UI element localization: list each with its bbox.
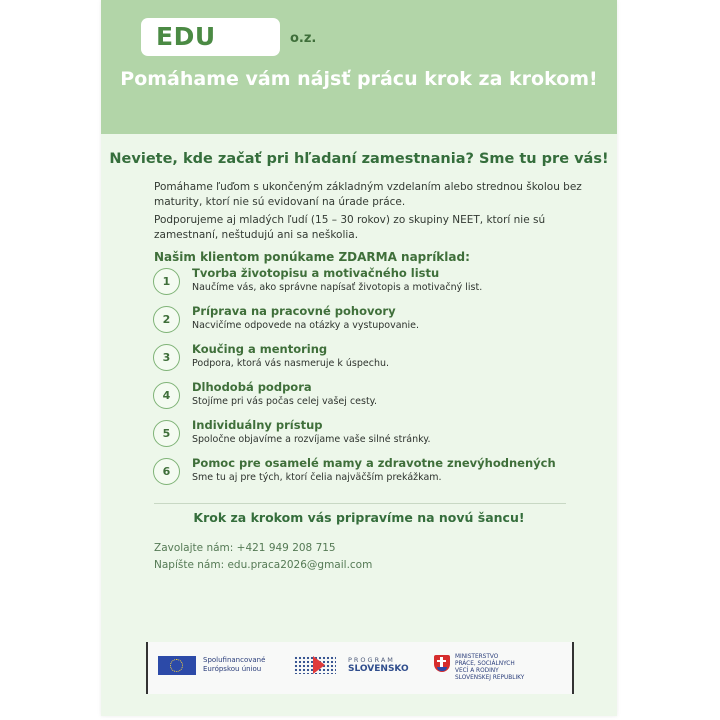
offer-item-desc: Naučíme vás, ako správne napísať životopis a motivačný list. bbox=[192, 282, 483, 293]
step-number-badge: 4 bbox=[153, 382, 180, 409]
tagline: Pomáhame vám nájsť prácu krok za krokom! bbox=[120, 68, 598, 90]
step-number-badge: 1 bbox=[153, 268, 180, 295]
lead-heading: Neviete, kde začať pri hľadaní zamestnania? Sme tu pre vás! bbox=[109, 151, 609, 167]
offer-item bbox=[153, 418, 573, 450]
offer-item-desc: Spoločne objavíme a rozvíjame vaše silné stránky. bbox=[192, 434, 431, 445]
intro-paragraph-2: Podporujeme aj mladých ľudí (15 – 30 rokov) zo skupiny NEET, ktorí nie sú zamestnaní, neštudujú ani sa neškolia. bbox=[154, 214, 546, 241]
contact-email: Napíšte nám: edu.praca2026@gmail.com bbox=[154, 559, 373, 571]
flyer-page bbox=[101, 0, 617, 716]
funding-logos-strip bbox=[146, 642, 574, 694]
header-banner bbox=[101, 0, 617, 134]
offer-item-title: Tvorba životopisu a motivačného listu bbox=[192, 266, 440, 280]
intro-paragraph-1: Pomáhame ľuďom s ukončeným základným vzdelaním alebo strednou školou bez maturity, ktorí nie sú evidovaní na úrade práce. bbox=[154, 181, 582, 208]
slovak-coat-of-arms-icon bbox=[434, 655, 450, 672]
eu-funding-text: Spolufinancované Európskou úniou bbox=[203, 656, 266, 673]
logo-text: EDU bbox=[156, 22, 216, 51]
offer-item bbox=[153, 266, 573, 298]
slovensko-label: SLOVENSKO bbox=[348, 664, 409, 674]
offer-item-title: Pomoc pre osamelé mamy a zdravotne znevýhodnených bbox=[192, 456, 556, 470]
step-number-badge: 5 bbox=[153, 420, 180, 447]
contact-phone: Zavolajte nám: +421 949 208 715 bbox=[154, 542, 336, 554]
ministry-text: MINISTERSTVO PRÁCE, SOCIÁLNYCH VECÍ A RODINY SLOVENSKEJ REPUBLIKY bbox=[455, 654, 525, 681]
offers-title: Našim klientom ponúkame ZDARMA napríklad: bbox=[154, 250, 470, 264]
offer-item-desc: Podpora, ktorá vás nasmeruje k úspechu. bbox=[192, 358, 390, 369]
offer-item bbox=[153, 304, 573, 336]
logo-suffix: o.z. bbox=[290, 31, 317, 46]
eu-stars-icon bbox=[170, 659, 183, 672]
offer-item bbox=[153, 380, 573, 412]
divider bbox=[154, 503, 566, 504]
eu-flag-icon bbox=[158, 656, 196, 675]
program-label: PROGRAM bbox=[348, 656, 395, 664]
offer-item-desc: Nacvičíme odpovede na otázky a vystupovanie. bbox=[192, 320, 420, 331]
offer-item-desc: Sme tu aj pre tých, ktorí čelia najväčším prekážkam. bbox=[192, 472, 442, 483]
offer-item-title: Príprava na pracovné pohovory bbox=[192, 304, 396, 318]
logo bbox=[141, 18, 280, 56]
step-number-badge: 6 bbox=[153, 458, 180, 485]
offer-item-desc: Stojíme pri vás počas celej vašej cesty. bbox=[192, 396, 377, 407]
offer-item-title: Koučing a mentoring bbox=[192, 342, 328, 356]
red-arrow-icon bbox=[313, 656, 325, 674]
step-number-badge: 3 bbox=[153, 344, 180, 371]
closing-slogan: Krok za krokom vás pripravíme na novú šancu! bbox=[193, 510, 525, 525]
step-number-badge: 2 bbox=[153, 306, 180, 333]
offer-item-title: Individuálny prístup bbox=[192, 418, 323, 432]
offer-item-title: Dlhodobá podpora bbox=[192, 380, 312, 394]
offer-item bbox=[153, 456, 573, 488]
offer-item bbox=[153, 342, 573, 374]
